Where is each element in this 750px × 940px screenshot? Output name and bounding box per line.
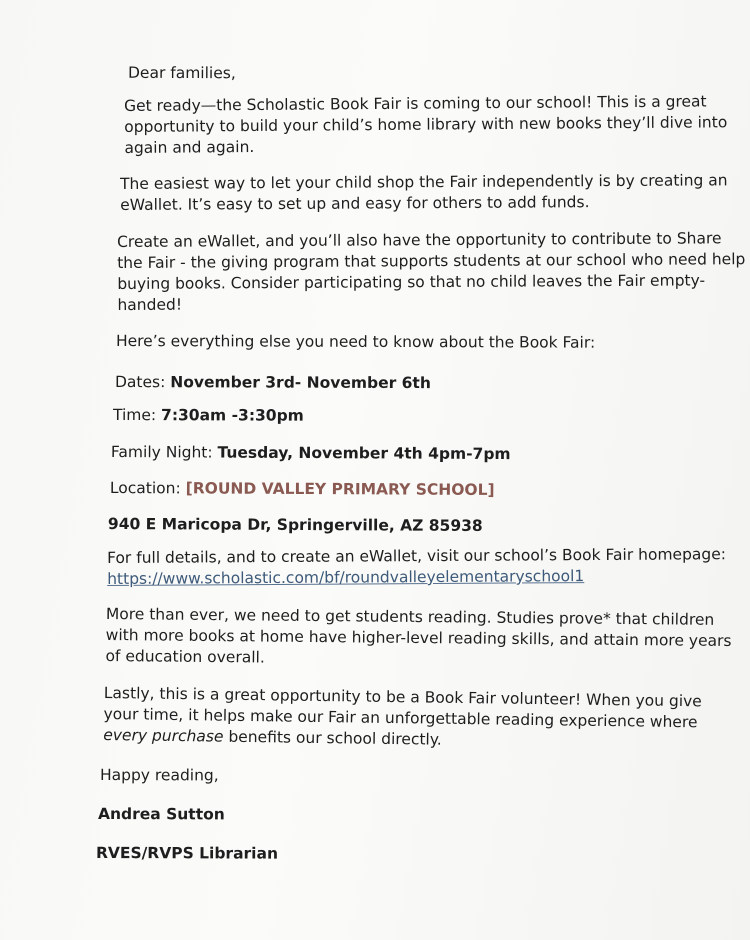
- paragraph-line: Here’s everything else you need to know about the Book Fair:: [115, 332, 596, 352]
- closing: [100, 765, 219, 786]
- signer-name-text: Andrea Sutton: [97, 805, 225, 824]
- detail-dates: [115, 372, 431, 394]
- paragraph-line: Lastly, this is a great opportunity to be a Book Fair volunteer! When you give: [103, 683, 702, 711]
- signer-name: [98, 804, 225, 825]
- detail-value: Tuesday, November 4th 4pm-7pm: [217, 443, 511, 464]
- closing-text: Happy reading,: [99, 766, 219, 785]
- paragraph-line: buying books. Consider participating so that no child leaves the Fair empty-: [117, 271, 706, 293]
- greeting: [128, 63, 236, 84]
- paragraph-line: More than ever, we need to get students reading. Studies prove* that children: [105, 604, 715, 629]
- paragraph-line: eWallet. It’s easy to set up and easy for others to add funds.: [120, 193, 590, 214]
- paragraph-share-the-fair: [117, 228, 746, 316]
- paragraph-intro: [124, 91, 728, 159]
- address-text: 940 E Maricopa Dr, Springerville, AZ 85938: [107, 515, 483, 535]
- detail-value: [ROUND VALLEY PRIMARY SCHOOL]: [185, 479, 495, 500]
- paragraph-line: the Fair - the giving program that supports students at our school who need help: [117, 250, 746, 272]
- paragraph-line: Create an eWallet, and you’ll also have the opportunity to contribute to Share: [117, 229, 722, 251]
- paragraph-line: handed!: [117, 295, 183, 314]
- detail-family-night: [111, 442, 511, 465]
- detail-label: Dates:: [114, 373, 171, 392]
- paragraph-line: again and again.: [124, 137, 255, 157]
- paragraph-homepage: [107, 544, 726, 590]
- paragraph-reading: [105, 604, 731, 673]
- detail-address: [108, 514, 483, 537]
- detail-label: Family Night:: [110, 443, 218, 462]
- book-fair-homepage-link[interactable]: https://www.scholastic.com/bf/roundvalleyelementaryschool1: [107, 567, 585, 588]
- detail-label: Time:: [112, 406, 162, 425]
- paragraph-ewallet: [120, 170, 728, 216]
- detail-label: Location:: [109, 479, 186, 498]
- paragraph-volunteer: [103, 683, 702, 754]
- signer-title: [96, 843, 278, 865]
- paragraph-line: your time, it helps make our Fair an unforgettable reading experience where: [103, 704, 698, 732]
- paragraph-line: The easiest way to let your child shop the Fair independently is by creating an: [120, 171, 728, 193]
- paragraph-line: Get ready—the Scholastic Book Fair is coming to our school! This is a great: [124, 92, 707, 115]
- signer-title-text: RVES/RVPS Librarian: [95, 844, 279, 863]
- greeting-text: Dear families,: [127, 63, 236, 83]
- detail-location: [110, 478, 495, 501]
- detail-time: [113, 405, 304, 427]
- paragraph-know-more: [116, 331, 595, 354]
- paragraph-line: opportunity to build your child’s home library with new books they’ll dive into: [124, 113, 728, 136]
- detail-value: November 3rd- November 6th: [170, 373, 431, 393]
- paragraph-text: benefits our school directly.: [223, 727, 442, 749]
- paragraph-line: of education overall.: [105, 646, 265, 667]
- detail-value: 7:30am -3:30pm: [161, 406, 304, 425]
- emphasis-text: every purchase: [103, 725, 224, 746]
- paragraph-line: with more books at home have higher-level reading skills, and attain more years: [105, 625, 732, 651]
- paragraph-line: For full details, and to create an eWallet, visit our school’s Book Fair homepage:: [107, 545, 727, 567]
